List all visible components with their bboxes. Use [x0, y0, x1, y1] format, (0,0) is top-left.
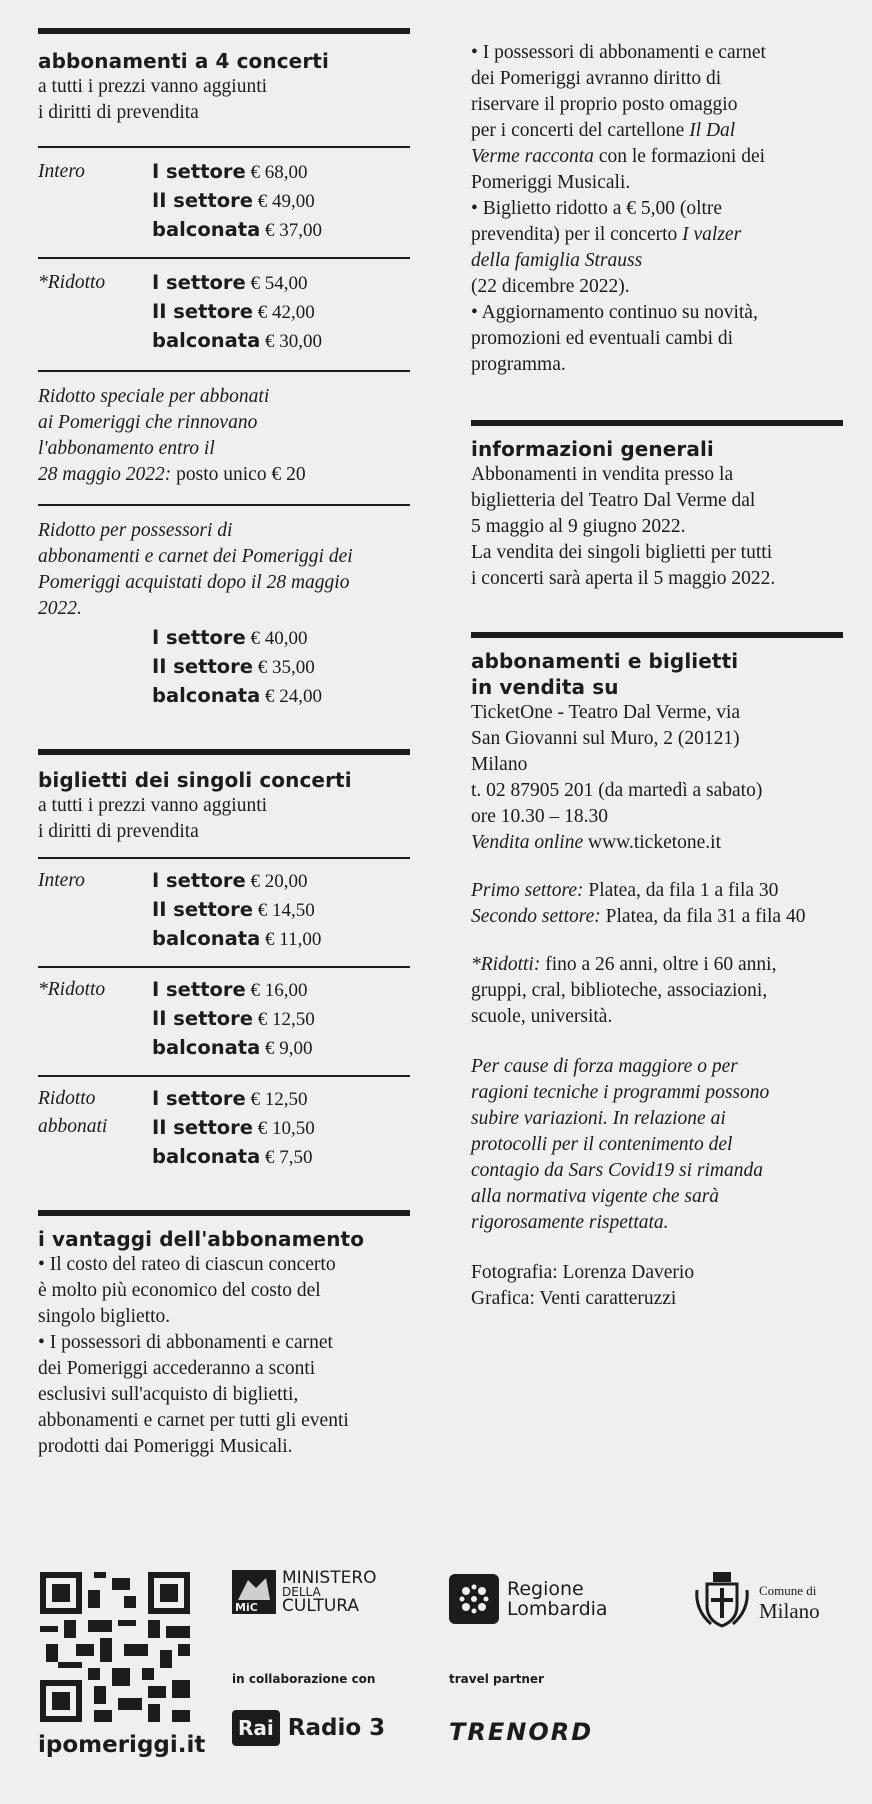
- radio3-label: Radio 3: [287, 1715, 386, 1741]
- benefits-continued: • I possessori di abbonamenti e carnet dei Pomeriggi avranno diritto di riservare il proprio posto omaggio per i concerti del cartellone Il Dal Verme racconta con le formazioni dei Pomeriggi Musicali. • Biglietto ridotto a € 5,00 (oltre prevendita) per il concerto I valzer della famiglia Strauss (22 dicembre 2022). • Aggiornamento continuo su novità, promozioni ed eventuali cambi di programma.: [471, 42, 766, 375]
- special-offer-renewal: Ridotto speciale per abbonati ai Pomeriggi che rinnovano l'abbonamento entro il 28 maggio 2022: posto unico € 20: [38, 386, 306, 485]
- section-title: biglietti dei singoli concerti: [38, 768, 352, 792]
- price-row: I settore € 12,50: [152, 1087, 308, 1110]
- section-title: in vendita su: [471, 675, 619, 699]
- section-subtitle: i diritti di prevendita: [38, 821, 199, 842]
- sales-section: abbonamenti e biglietti in vendita su TicketOne - Teatro Dal Verme, via San Giovanni sul Muro, 2 (20121) Milano t. 02 87905 201 (da martedì a sabato) ore 10.30 – 18.30 Vendita online www.ticketone.it Primo settore: Platea, da fila 1 a fila 30 Secondo settore: Platea, da fila 31 a fila 40 *Ridotti: fino a 26 anni, oltre i 60 anni, gruppi, cral, biblioteche, associazioni, scuole, università. Per cause di forza maggiore o per ragioni tecniche i programmi possono subire variazioni. In relazione ai protocolli per il contenimento del contagio da Sars Covid19 si rimanda alla normativa vigente che sarà rigorosamente rispettata. Fotografia: Lorenza Daverio Grafica: Venti caratteruzzi: [471, 638, 843, 1312]
- price-category: *Ridotto: [38, 979, 106, 1000]
- collaboration-label: in collaborazione con: [232, 1672, 376, 1686]
- single-tickets-section: [38, 755, 410, 845]
- price-row: II settore € 14,50: [152, 898, 315, 921]
- section-title: i vantaggi dell'abbonamento: [38, 1227, 365, 1251]
- price-row: balconata € 30,00: [152, 329, 323, 352]
- price-block-ridotto: [38, 968, 410, 1063]
- rai-radio3-logo: [232, 1710, 385, 1746]
- svg-text:MiC: MiC: [235, 1601, 258, 1614]
- rai-mark: Rai: [232, 1710, 280, 1746]
- price-block-ridotto-abbonati: [38, 1077, 410, 1172]
- price-category: Intero: [38, 161, 85, 182]
- milano-crest-icon: [693, 1570, 751, 1632]
- section-title: informazioni generali: [471, 437, 714, 461]
- footer: [0, 1560, 872, 1804]
- price-row: balconata € 24,00: [152, 684, 323, 707]
- price-row: I settore € 40,00: [152, 626, 308, 649]
- price-row: balconata € 9,00: [152, 1036, 313, 1059]
- price-row: II settore € 35,00: [152, 655, 315, 678]
- section-title: abbonamenti a 4 concerti: [38, 49, 329, 73]
- section-subtitle: a tutti i prezzi vanno aggiunti: [38, 795, 268, 816]
- qr-code-icon[interactable]: [40, 1572, 190, 1722]
- section-subtitle: i diritti di prevendita: [38, 102, 199, 123]
- price-row: I settore € 16,00: [152, 978, 308, 1001]
- section-title: abbonamenti e biglietti: [471, 649, 739, 673]
- left-column: [38, 28, 410, 1460]
- price-row: I settore € 20,00: [152, 869, 308, 892]
- special-offer-late: Ridotto per possessori di abbonamenti e carnet dei Pomeriggi dei Pomeriggi acquistati dopo il 28 maggio 2022. I settore € 40,00 II settore € 35,00 balconata € 24,00: [38, 506, 410, 711]
- price-row: balconata € 11,00: [152, 927, 322, 950]
- price-category: *Ridotto: [38, 272, 106, 293]
- price-row: II settore € 49,00: [152, 189, 315, 212]
- advantages-section: i vantaggi dell'abbonamento • Il costo del rateo di ciascun concerto è molto più economico del costo del singolo biglietto. • I possessori di abbonamenti e carnet dei Pomeriggi accederanno a sconti esclusivi sull'acquisto di biglietti, abbonamenti e carnet per tutti gli eventi prodotti dai Pomeriggi Musicali.: [38, 1216, 410, 1460]
- price-category: Ridotto abbonati: [38, 1088, 108, 1137]
- regione-lombardia-logo: Regione Lombardia: [449, 1574, 608, 1624]
- website-link[interactable]: ipomeriggi.it: [38, 1732, 206, 1758]
- section-subtitle: a tutti i prezzi vanno aggiunti: [38, 76, 268, 97]
- price-category: Intero: [38, 870, 85, 891]
- price-block-ridotto: [38, 259, 410, 356]
- price-block-intero: [38, 859, 410, 954]
- ministero-cultura-logo: MiC MINISTERO DELLA CULTURA: [232, 1570, 377, 1614]
- general-info-section: informazioni generali Abbonamenti in vendita presso la biglietteria del Teatro Dal Verme dal 5 maggio al 9 giugno 2022. La vendita dei singoli biglietti per tutti i concerti sarà aperta il 5 maggio 2022.: [471, 426, 843, 592]
- travel-partner-label: travel partner: [449, 1672, 544, 1686]
- price-block-intero: [38, 148, 410, 245]
- right-column: [471, 28, 843, 1312]
- price-row: II settore € 10,50: [152, 1116, 315, 1139]
- price-row: balconata € 37,00: [152, 218, 323, 241]
- price-row: II settore € 42,00: [152, 300, 315, 323]
- subscriptions-section: [38, 34, 410, 126]
- price-row: I settore € 54,00: [152, 271, 308, 294]
- trenord-logo: TRENORD: [449, 1718, 594, 1746]
- rosa-camuna-icon: [449, 1574, 499, 1624]
- comune-milano-logo: Comune di Milano: [693, 1570, 820, 1632]
- price-row: balconata € 7,50: [152, 1145, 313, 1168]
- price-row: I settore € 68,00: [152, 160, 308, 183]
- price-row: II settore € 12,50: [152, 1007, 315, 1030]
- mic-logo-icon: [232, 1570, 276, 1614]
